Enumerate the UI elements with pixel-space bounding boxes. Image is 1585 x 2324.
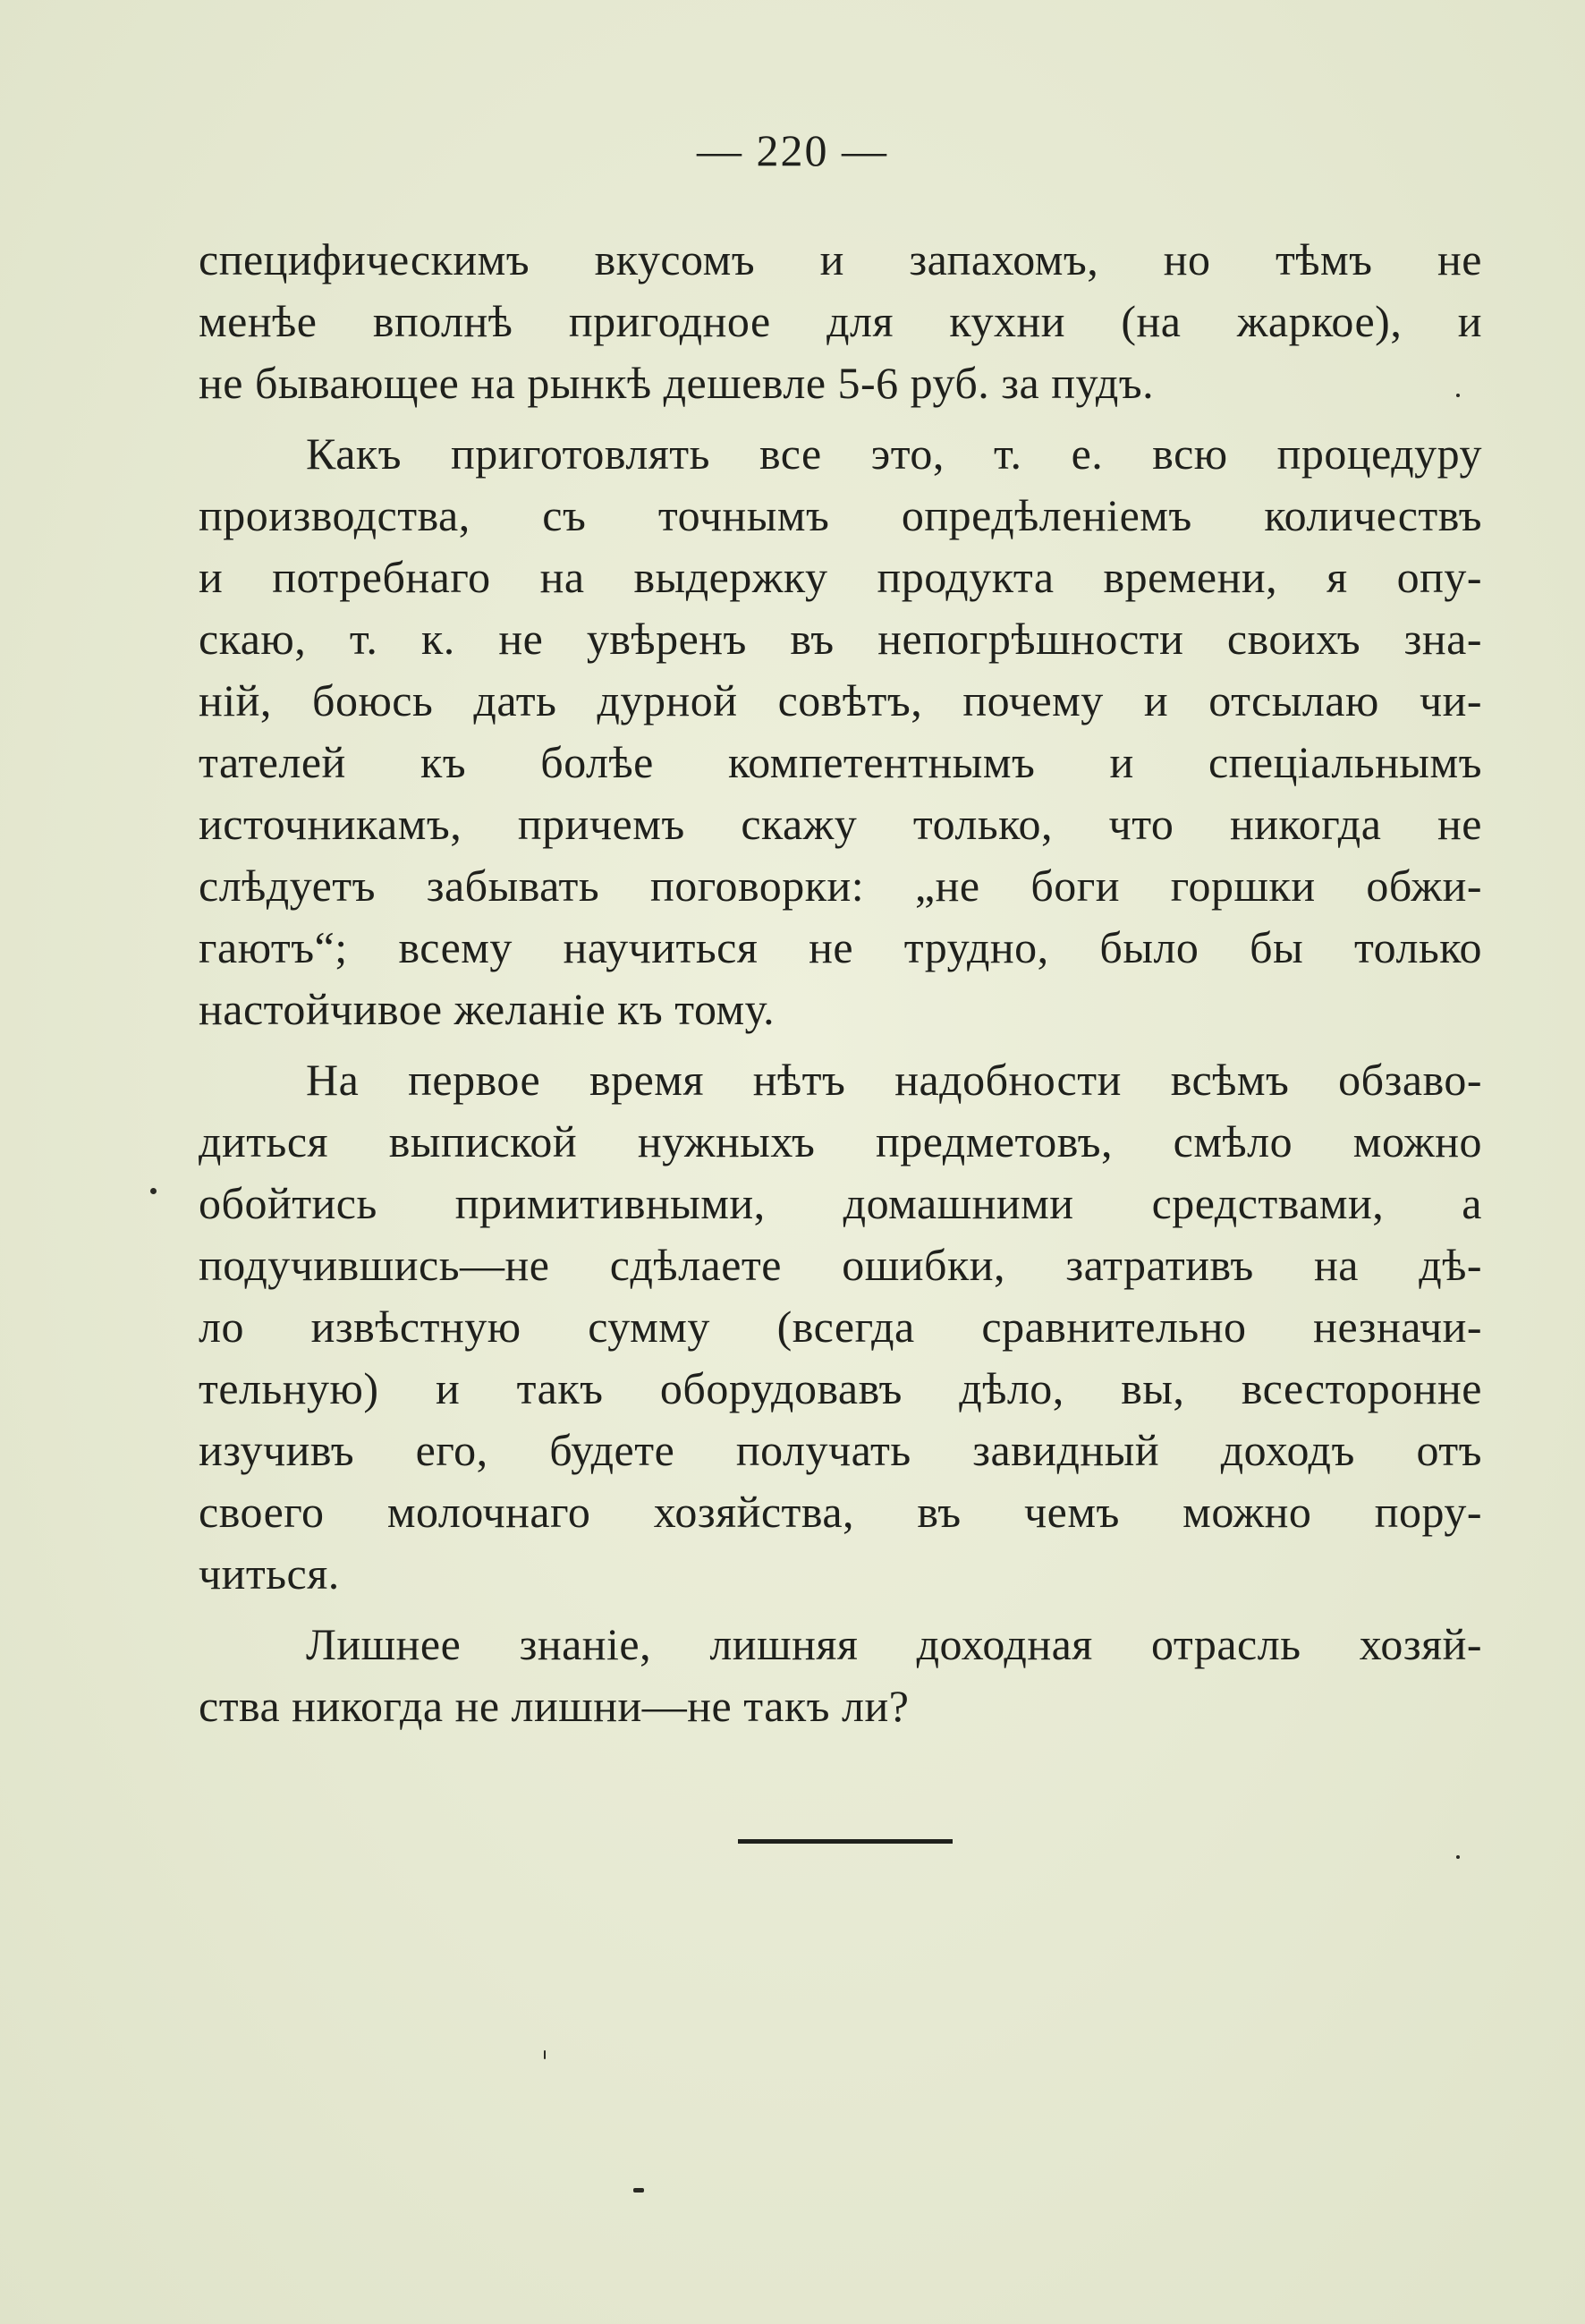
text-line: своего молочнаго хозяйства, въ чемъ можно пору- (199, 1487, 1482, 1537)
ink-speck (150, 1188, 157, 1194)
text-line: диться выпиской нужныхъ предметовъ, смѣло можно (199, 1116, 1482, 1166)
text-line: тельную) и такъ оборудовавъ дѣло, вы, всесторонне (199, 1363, 1482, 1413)
paragraph-2 (199, 423, 1482, 1040)
text-line: слѣдуетъ забывать поговорки: „не боги горшки обжи- (199, 861, 1482, 911)
paragraph-3 (199, 1049, 1482, 1605)
text-line: ній, боюсь дать дурной совѣтъ, почему и отсылаю чи- (199, 675, 1482, 725)
text-line: не бывающее на рынкѣ дешевле 5-6 руб. за пудъ. (199, 358, 1155, 408)
ink-speck (544, 2050, 546, 2059)
text-line: читься. (199, 1548, 340, 1599)
text-line: ло извѣстную сумму (всегда сравнительно незначи- (199, 1302, 1482, 1352)
text-line: ства никогда не лишни—не такъ ли? (199, 1681, 910, 1731)
text-line: производства, съ точнымъ опредѣленіемъ количествъ (199, 490, 1482, 540)
body-text (199, 229, 1482, 1737)
text-line: источникамъ, причемъ скажу только, что никогда не (199, 799, 1482, 849)
paragraph-4 (199, 1614, 1482, 1737)
page-number: — 220 — (697, 125, 888, 175)
text-line: настойчивое желаніе къ тому. (199, 984, 776, 1034)
end-rule-divider (738, 1839, 953, 1844)
ink-speck (1456, 394, 1460, 397)
text-line: изучивъ его, будете получать завидный доходъ отъ (199, 1425, 1482, 1475)
text-line: Какъ приготовлять все это, т. е. всю процедуру (306, 428, 1482, 479)
ink-speck (1456, 1855, 1460, 1859)
paragraph-1 (199, 229, 1482, 414)
text-line: На первое время нѣтъ надобности всѣмъ обзаво- (306, 1055, 1482, 1105)
text-line: специфическимъ вкусомъ и запахомъ, но тѣмъ не (199, 234, 1482, 284)
text-line: обойтись примитивными, домашними средствами, а (199, 1178, 1482, 1228)
text-line: подучившись—не сдѣлаете ошибки, затративъ на дѣ- (199, 1240, 1482, 1290)
text-line: тателей къ болѣе компетентнымъ и спеціальнымъ (199, 737, 1482, 787)
text-line: менѣе вполнѣ пригодное для кухни (на жаркое), и (199, 296, 1482, 346)
text-line: Лишнее знаніе, лишняя доходная отрасль хозяй- (306, 1619, 1482, 1669)
text-line: гаютъ“; всему научиться не трудно, было бы только (199, 922, 1482, 972)
text-line: и потребнаго на выдержку продукта времени, я опу- (199, 552, 1482, 602)
ink-speck (633, 2188, 644, 2193)
text-line: скаю, т. к. не увѣренъ въ непогрѣшности своихъ зна- (199, 614, 1482, 664)
